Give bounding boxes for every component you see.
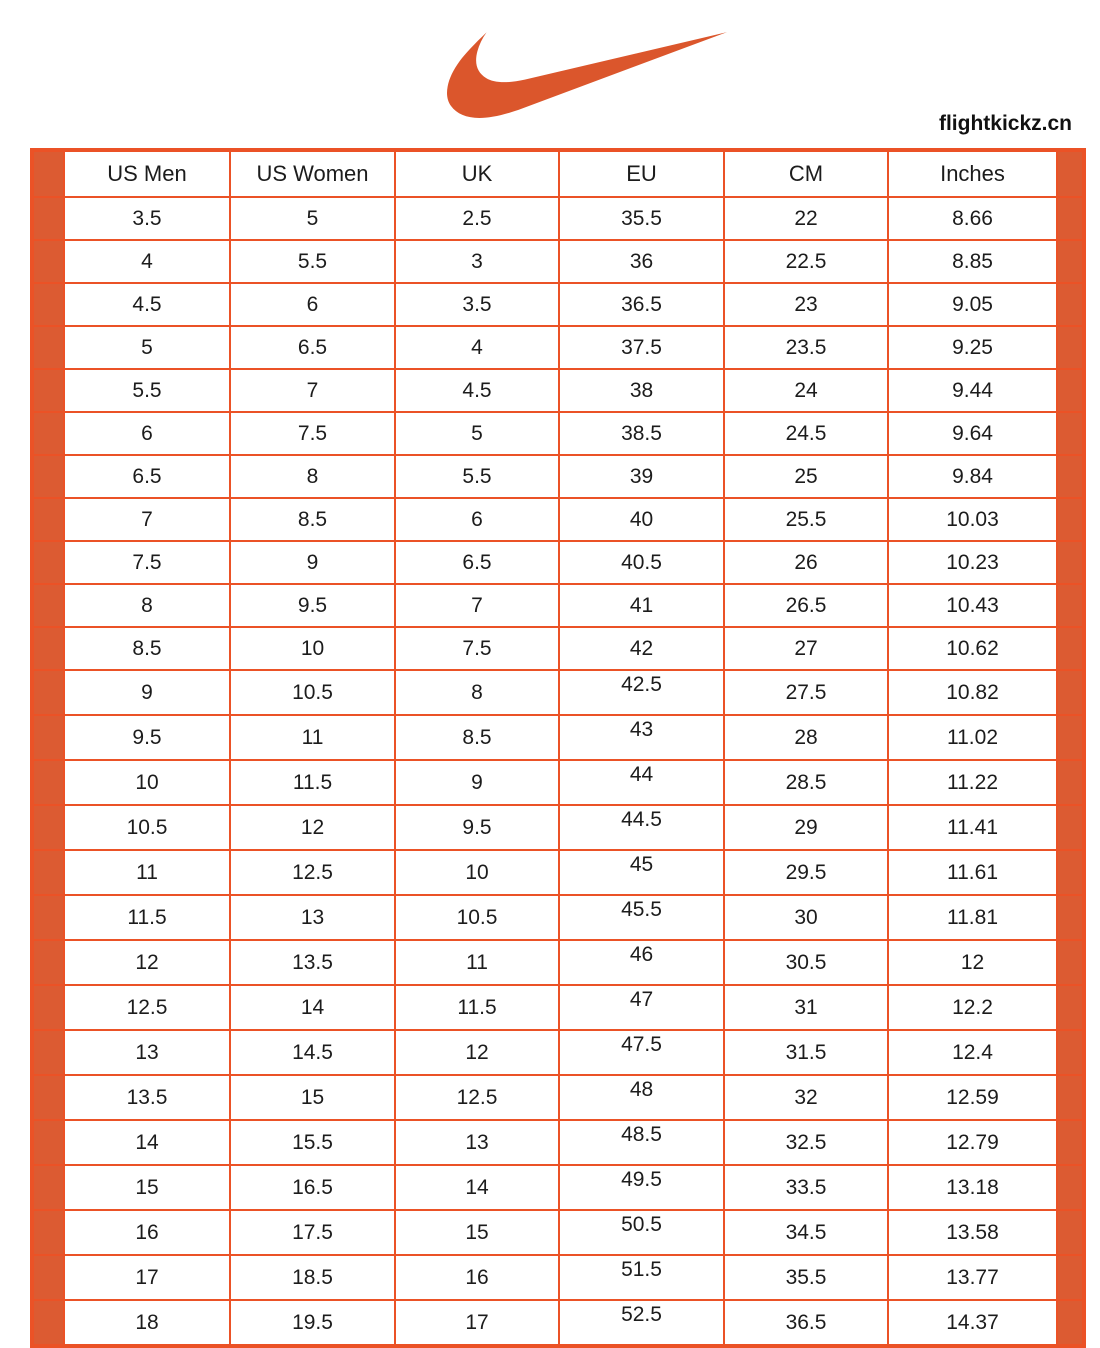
size-cell: 12	[888, 940, 1057, 985]
accent-bar-right	[1057, 670, 1084, 715]
accent-bar-left	[32, 985, 64, 1030]
size-cell: 12	[64, 940, 230, 985]
size-cell: 3.5	[395, 283, 559, 326]
size-cell: 13.5	[64, 1075, 230, 1120]
size-cell: 14.37	[888, 1300, 1057, 1346]
size-cell: 15	[395, 1210, 559, 1255]
size-cell: 9.25	[888, 326, 1057, 369]
size-cell: 12.5	[395, 1075, 559, 1120]
table-row	[32, 627, 1084, 670]
size-cell: 25	[724, 455, 888, 498]
size-cell: 9	[230, 541, 395, 584]
col-header-uk: UK	[395, 150, 559, 197]
size-cell: 12	[230, 805, 395, 850]
size-cell: 8	[64, 584, 230, 627]
size-cell: 18.5	[230, 1255, 395, 1300]
size-cell: 38	[559, 369, 724, 412]
col-header-us-men: US Men	[64, 150, 230, 197]
table-row	[32, 895, 1084, 940]
accent-bar-right	[1057, 895, 1084, 940]
size-cell: 7.5	[395, 627, 559, 670]
size-cell: 52.5	[559, 1300, 724, 1346]
size-cell: 16.5	[230, 1165, 395, 1210]
accent-bar-right	[1057, 240, 1084, 283]
header-row	[32, 150, 1084, 197]
size-cell: 14	[395, 1165, 559, 1210]
size-cell: 4	[395, 326, 559, 369]
size-cell: 7.5	[64, 541, 230, 584]
table-row	[32, 1255, 1084, 1300]
size-cell: 4	[64, 240, 230, 283]
accent-bar-left	[32, 895, 64, 940]
size-cell: 12.59	[888, 1075, 1057, 1120]
accent-bar-left	[32, 1165, 64, 1210]
size-cell: 22.5	[724, 240, 888, 283]
table-row	[32, 940, 1084, 985]
accent-bar-left	[32, 627, 64, 670]
size-cell: 10.03	[888, 498, 1057, 541]
size-cell: 5.5	[230, 240, 395, 283]
size-cell: 9.5	[395, 805, 559, 850]
accent-bar-right	[1057, 1255, 1084, 1300]
size-cell: 12.79	[888, 1120, 1057, 1165]
size-cell: 7	[395, 584, 559, 627]
size-cell: 43	[559, 715, 724, 760]
accent-bar-left	[32, 1210, 64, 1255]
table-row	[32, 498, 1084, 541]
size-cell: 31.5	[724, 1030, 888, 1075]
col-header-inches: Inches	[888, 150, 1057, 197]
accent-bar-left	[32, 1075, 64, 1120]
size-cell: 9.5	[64, 715, 230, 760]
size-cell: 3	[395, 240, 559, 283]
size-cell: 5	[230, 197, 395, 240]
table-row	[32, 283, 1084, 326]
size-cell: 11.5	[395, 985, 559, 1030]
size-cell: 19.5	[230, 1300, 395, 1346]
accent-bar-left	[32, 283, 64, 326]
size-cell: 12.2	[888, 985, 1057, 1030]
size-cell: 18	[64, 1300, 230, 1346]
nike-swoosh-logo-icon	[447, 27, 727, 121]
size-cell: 11	[230, 715, 395, 760]
size-cell: 24.5	[724, 412, 888, 455]
size-cell: 11.5	[64, 895, 230, 940]
size-cell: 8	[230, 455, 395, 498]
size-cell: 14.5	[230, 1030, 395, 1075]
size-cell: 12.5	[64, 985, 230, 1030]
size-cell: 8.66	[888, 197, 1057, 240]
size-cell: 26.5	[724, 584, 888, 627]
size-cell: 9.64	[888, 412, 1057, 455]
accent-bar-left	[32, 197, 64, 240]
accent-bar-right	[1057, 1120, 1084, 1165]
size-cell: 40	[559, 498, 724, 541]
accent-bar-left	[32, 1300, 64, 1346]
size-cell: 45.5	[559, 895, 724, 940]
size-cell: 9	[395, 760, 559, 805]
accent-bar-left	[32, 541, 64, 584]
size-conversion-table	[30, 148, 1086, 1348]
size-cell: 37.5	[559, 326, 724, 369]
col-header-cm: CM	[724, 150, 888, 197]
size-cell: 17	[395, 1300, 559, 1346]
size-cell: 6.5	[230, 326, 395, 369]
size-cell: 40.5	[559, 541, 724, 584]
size-cell: 11.61	[888, 850, 1057, 895]
size-cell: 12.4	[888, 1030, 1057, 1075]
size-cell: 22	[724, 197, 888, 240]
size-cell: 32	[724, 1075, 888, 1120]
accent-bar-right	[1057, 805, 1084, 850]
size-cell: 36.5	[559, 283, 724, 326]
table-row	[32, 326, 1084, 369]
accent-bar-right	[1057, 1165, 1084, 1210]
size-cell: 17.5	[230, 1210, 395, 1255]
size-cell: 48	[559, 1075, 724, 1120]
size-cell: 16	[395, 1255, 559, 1300]
size-cell: 10.5	[64, 805, 230, 850]
size-cell: 30	[724, 895, 888, 940]
accent-bar-right	[1057, 760, 1084, 805]
size-cell: 49.5	[559, 1165, 724, 1210]
table-row	[32, 985, 1084, 1030]
size-cell: 9.05	[888, 283, 1057, 326]
accent-bar-right	[1057, 1075, 1084, 1120]
size-cell: 47.5	[559, 1030, 724, 1075]
size-cell: 51.5	[559, 1255, 724, 1300]
size-cell: 42.5	[559, 670, 724, 715]
col-header-eu: EU	[559, 150, 724, 197]
size-cell: 38.5	[559, 412, 724, 455]
size-cell: 33.5	[724, 1165, 888, 1210]
table-row	[32, 670, 1084, 715]
table-row	[32, 850, 1084, 895]
size-cell: 5.5	[64, 369, 230, 412]
accent-bar-right	[1057, 541, 1084, 584]
size-cell: 6.5	[64, 455, 230, 498]
size-cell: 8.85	[888, 240, 1057, 283]
size-cell: 13	[64, 1030, 230, 1075]
table-row	[32, 455, 1084, 498]
size-cell: 35.5	[724, 1255, 888, 1300]
accent-bar-right	[1057, 326, 1084, 369]
size-cell: 48.5	[559, 1120, 724, 1165]
size-cell: 27	[724, 627, 888, 670]
size-cell: 23	[724, 283, 888, 326]
accent-bar-right	[1057, 715, 1084, 760]
size-cell: 30.5	[724, 940, 888, 985]
accent-bar-right	[1057, 150, 1084, 197]
accent-bar-right	[1057, 455, 1084, 498]
size-cell: 13.18	[888, 1165, 1057, 1210]
size-cell: 10.5	[230, 670, 395, 715]
size-cell: 13	[395, 1120, 559, 1165]
accent-bar-left	[32, 584, 64, 627]
table-row	[32, 805, 1084, 850]
size-cell: 5	[64, 326, 230, 369]
size-cell: 36	[559, 240, 724, 283]
size-cell: 28.5	[724, 760, 888, 805]
size-cell: 15	[64, 1165, 230, 1210]
accent-bar-left	[32, 498, 64, 541]
accent-bar-right	[1057, 498, 1084, 541]
accent-bar-left	[32, 1255, 64, 1300]
size-cell: 35.5	[559, 197, 724, 240]
size-cell: 24	[724, 369, 888, 412]
accent-bar-right	[1057, 627, 1084, 670]
size-cell: 9.84	[888, 455, 1057, 498]
size-cell: 16	[64, 1210, 230, 1255]
accent-bar-left	[32, 455, 64, 498]
accent-bar-right	[1057, 412, 1084, 455]
table-row	[32, 1210, 1084, 1255]
size-cell: 14	[230, 985, 395, 1030]
size-cell: 8.5	[230, 498, 395, 541]
size-cell: 13.58	[888, 1210, 1057, 1255]
size-cell: 8.5	[64, 627, 230, 670]
size-cell: 45	[559, 850, 724, 895]
size-cell: 10	[230, 627, 395, 670]
size-cell: 50.5	[559, 1210, 724, 1255]
size-cell: 6.5	[395, 541, 559, 584]
size-cell: 10.82	[888, 670, 1057, 715]
accent-bar-left	[32, 150, 64, 197]
accent-bar-left	[32, 369, 64, 412]
table-row	[32, 584, 1084, 627]
accent-bar-left	[32, 412, 64, 455]
size-cell: 9.44	[888, 369, 1057, 412]
size-cell: 36.5	[724, 1300, 888, 1346]
size-cell: 47	[559, 985, 724, 1030]
accent-bar-right	[1057, 584, 1084, 627]
size-cell: 10.5	[395, 895, 559, 940]
accent-bar-left	[32, 240, 64, 283]
accent-bar-right	[1057, 1210, 1084, 1255]
size-cell: 15.5	[230, 1120, 395, 1165]
size-cell: 29.5	[724, 850, 888, 895]
watermark-text: flightkickz.cn	[938, 112, 1072, 135]
size-cell: 34.5	[724, 1210, 888, 1255]
size-cell: 32.5	[724, 1120, 888, 1165]
size-cell: 7.5	[230, 412, 395, 455]
size-cell: 13.5	[230, 940, 395, 985]
accent-bar-right	[1057, 1300, 1084, 1346]
accent-bar-right	[1057, 940, 1084, 985]
accent-bar-left	[32, 805, 64, 850]
accent-bar-left	[32, 326, 64, 369]
size-cell: 44	[559, 760, 724, 805]
size-cell: 10	[64, 760, 230, 805]
size-cell: 11.81	[888, 895, 1057, 940]
table-row	[32, 1075, 1084, 1120]
accent-bar-left	[32, 670, 64, 715]
size-cell: 41	[559, 584, 724, 627]
table-row	[32, 1120, 1084, 1165]
table-row	[32, 1030, 1084, 1075]
table-row	[32, 412, 1084, 455]
size-cell: 23.5	[724, 326, 888, 369]
size-cell: 26	[724, 541, 888, 584]
table-row	[32, 240, 1084, 283]
size-cell: 28	[724, 715, 888, 760]
size-cell: 42	[559, 627, 724, 670]
size-cell: 39	[559, 455, 724, 498]
size-cell: 10.23	[888, 541, 1057, 584]
table-row	[32, 1165, 1084, 1210]
size-cell: 14	[64, 1120, 230, 1165]
accent-bar-left	[32, 1030, 64, 1075]
size-cell: 8.5	[395, 715, 559, 760]
size-cell: 7	[230, 369, 395, 412]
table-row	[32, 541, 1084, 584]
accent-bar-right	[1057, 850, 1084, 895]
table-row	[32, 369, 1084, 412]
table-row	[32, 760, 1084, 805]
accent-bar-right	[1057, 1030, 1084, 1075]
size-cell: 11.02	[888, 715, 1057, 760]
size-cell: 25.5	[724, 498, 888, 541]
size-cell: 6	[230, 283, 395, 326]
size-cell: 10.62	[888, 627, 1057, 670]
accent-bar-left	[32, 1120, 64, 1165]
accent-bar-right	[1057, 283, 1084, 326]
table-row	[32, 1300, 1084, 1346]
size-cell: 15	[230, 1075, 395, 1120]
size-cell: 5	[395, 412, 559, 455]
size-cell: 11	[395, 940, 559, 985]
size-cell: 12	[395, 1030, 559, 1075]
size-cell: 46	[559, 940, 724, 985]
size-cell: 8	[395, 670, 559, 715]
size-cell: 31	[724, 985, 888, 1030]
size-cell: 10.43	[888, 584, 1057, 627]
accent-bar-left	[32, 850, 64, 895]
size-cell: 11.22	[888, 760, 1057, 805]
size-cell: 4.5	[395, 369, 559, 412]
accent-bar-left	[32, 760, 64, 805]
size-cell: 29	[724, 805, 888, 850]
size-cell: 6	[64, 412, 230, 455]
size-cell: 10	[395, 850, 559, 895]
size-cell: 11	[64, 850, 230, 895]
size-cell: 5.5	[395, 455, 559, 498]
size-cell: 11.5	[230, 760, 395, 805]
size-cell: 9	[64, 670, 230, 715]
size-cell: 6	[395, 498, 559, 541]
size-cell: 27.5	[724, 670, 888, 715]
size-cell: 3.5	[64, 197, 230, 240]
size-cell: 44.5	[559, 805, 724, 850]
size-cell: 12.5	[230, 850, 395, 895]
accent-bar-left	[32, 715, 64, 760]
table-row	[32, 715, 1084, 760]
accent-bar-right	[1057, 985, 1084, 1030]
size-cell: 9.5	[230, 584, 395, 627]
accent-bar-left	[32, 940, 64, 985]
size-cell: 13.77	[888, 1255, 1057, 1300]
table-row	[32, 197, 1084, 240]
table-body	[32, 197, 1084, 1346]
size-cell: 13	[230, 895, 395, 940]
size-cell: 7	[64, 498, 230, 541]
accent-bar-right	[1057, 369, 1084, 412]
size-cell: 17	[64, 1255, 230, 1300]
size-cell: 2.5	[395, 197, 559, 240]
size-cell: 4.5	[64, 283, 230, 326]
accent-bar-right	[1057, 197, 1084, 240]
col-header-us-women: US Women	[230, 150, 395, 197]
size-cell: 11.41	[888, 805, 1057, 850]
